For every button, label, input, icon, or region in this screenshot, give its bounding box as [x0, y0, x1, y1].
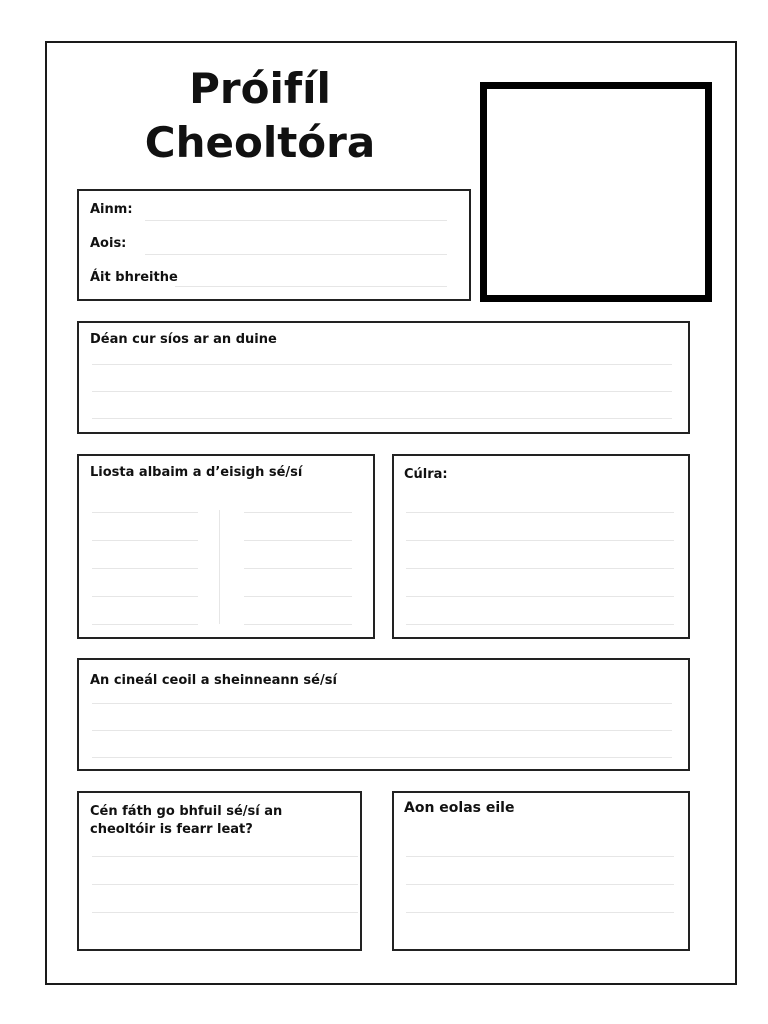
- albums-label: Liosta albaim a d’eisigh sé/sí: [90, 465, 303, 480]
- albums-column-divider: [219, 510, 220, 624]
- other-info-label: Aon eolas eile: [404, 800, 515, 816]
- albums-answer-line[interactable]: [92, 512, 198, 513]
- background-answer-line[interactable]: [406, 568, 674, 569]
- birthplace-answer-line[interactable]: [175, 286, 447, 287]
- albums-answer-line[interactable]: [92, 596, 198, 597]
- albums-answer-line[interactable]: [244, 512, 352, 513]
- description-answer-line[interactable]: [92, 364, 672, 365]
- albums-answer-line[interactable]: [244, 540, 352, 541]
- albums-answer-line[interactable]: [92, 568, 198, 569]
- genre-answer-line[interactable]: [92, 703, 672, 704]
- other-info-answer-line[interactable]: [406, 856, 674, 857]
- other-info-answer-line[interactable]: [406, 884, 674, 885]
- genre-answer-line[interactable]: [92, 730, 672, 731]
- description-label: Déan cur síos ar an duine: [90, 332, 277, 347]
- background-label: Cúlra:: [404, 467, 448, 482]
- favourite-answer-line[interactable]: [92, 912, 358, 913]
- page-title: [110, 62, 410, 170]
- birthplace-label: Áit bhreithe: [90, 270, 178, 285]
- name-answer-line[interactable]: [145, 220, 447, 221]
- title-line-2: Cheoltóra: [144, 118, 376, 167]
- background-answer-line[interactable]: [406, 624, 674, 625]
- description-answer-line[interactable]: [92, 418, 672, 419]
- age-label: Aois:: [90, 236, 127, 251]
- albums-answer-line[interactable]: [244, 568, 352, 569]
- favourite-answer-line[interactable]: [92, 884, 358, 885]
- description-answer-line[interactable]: [92, 391, 672, 392]
- background-answer-line[interactable]: [406, 540, 674, 541]
- albums-answer-line[interactable]: [244, 596, 352, 597]
- title-line-1: Próifíl: [189, 64, 331, 113]
- photo-frame: [480, 82, 712, 302]
- genre-answer-line[interactable]: [92, 757, 672, 758]
- background-answer-line[interactable]: [406, 512, 674, 513]
- albums-answer-line[interactable]: [92, 540, 198, 541]
- genre-label: An cineál ceoil a sheinneann sé/sí: [90, 673, 337, 688]
- name-label: Ainm:: [90, 202, 133, 217]
- age-answer-line[interactable]: [145, 254, 447, 255]
- favourite-answer-line[interactable]: [92, 856, 358, 857]
- background-answer-line[interactable]: [406, 596, 674, 597]
- albums-answer-line[interactable]: [92, 624, 198, 625]
- other-info-answer-line[interactable]: [406, 912, 674, 913]
- favourite-reason-label: Cén fáth go bhfuil sé/sí an cheoltóir is fearr leat?: [90, 804, 283, 837]
- albums-answer-line[interactable]: [244, 624, 352, 625]
